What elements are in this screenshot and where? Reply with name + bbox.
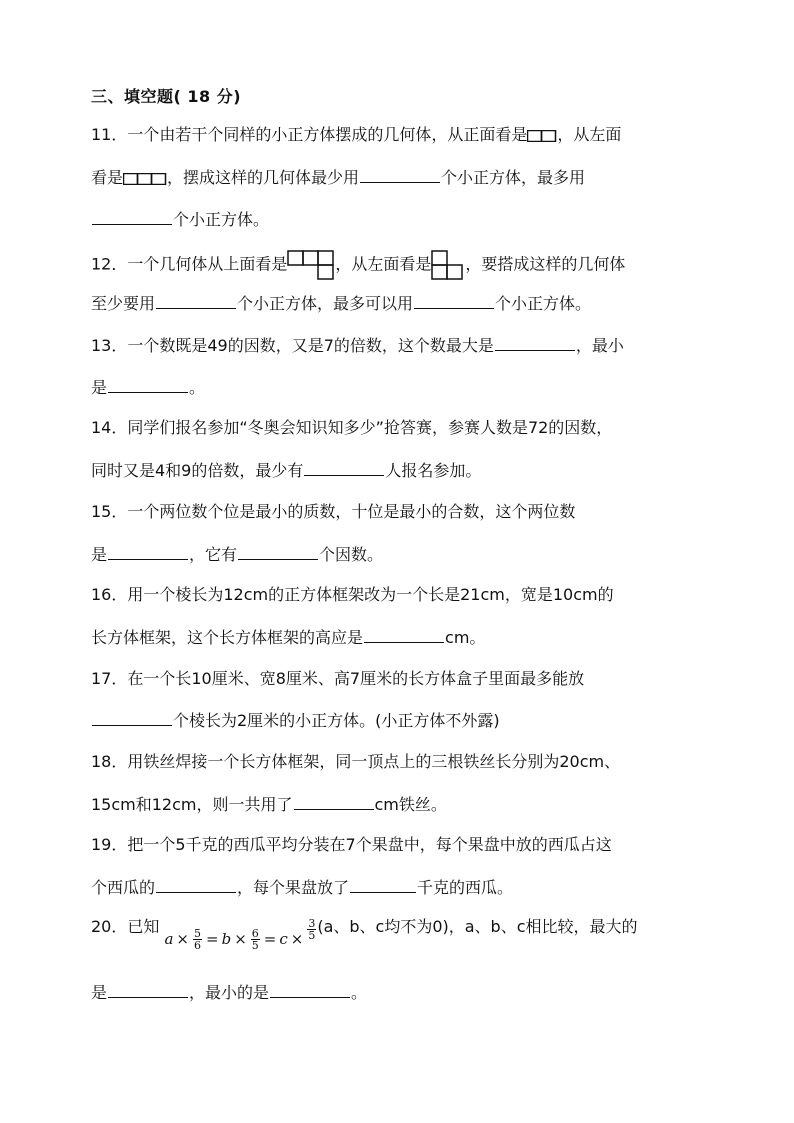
answer-blank[interactable] [294, 793, 374, 810]
q16-text: cm。 [445, 628, 486, 647]
answer-blank[interactable] [108, 981, 188, 998]
q12-line-1 [91, 250, 625, 280]
denominator: 6 [194, 939, 201, 952]
q19-text: 个西瓜的 [91, 878, 156, 897]
q19-text: 千克的西瓜。 [417, 878, 514, 897]
q11-line-1 [91, 124, 621, 146]
q12-text: 个小正方体。 [495, 294, 592, 313]
q11-text: 个小正方体。 [173, 210, 270, 229]
q16-line-2 [91, 626, 485, 649]
q11-line-2 [91, 166, 585, 189]
q13-line-2 [91, 376, 205, 399]
var-a: a [164, 930, 174, 948]
q20-text: ，最小的是 [189, 983, 270, 1002]
q20-text: 是 [91, 983, 108, 1002]
q13-text: 。 [189, 378, 206, 397]
answer-blank[interactable] [238, 543, 318, 560]
q13-line-1 [91, 334, 624, 357]
q15-text: 是 [91, 545, 108, 564]
q16-line-1 [91, 584, 614, 606]
q11-text: 11．一个由若干个同样的小正方体摆成的几何体，从正面看是 [91, 125, 528, 144]
q13-text: 13．一个数既是49的因数，又是7的倍数，这个数最大是 [91, 336, 494, 355]
q19-text: 19．把一个5千克的西瓜平均分装在7个果盘中，每个果盘中放的西瓜占这 [91, 835, 612, 854]
fraction-3-5 [307, 918, 316, 941]
q18-text: 18．用铁丝焊接一个长方体框架，同一顶点上的三根铁丝长分别为20cm、 [91, 752, 621, 771]
q16-text: 16．用一个棱长为12cm的正方体框架改为一个长是21cm，宽是10cm的 [91, 585, 614, 604]
answer-blank[interactable] [108, 376, 188, 393]
q15-line-2 [91, 543, 383, 566]
q20-text: 20．已知 [91, 917, 160, 936]
q15-line-1 [91, 501, 575, 523]
q12-text: 个小正方体，最多可以用 [237, 294, 414, 313]
answer-blank[interactable] [360, 166, 440, 183]
q20-line-1 [91, 916, 638, 952]
numerator: 5 [194, 927, 201, 940]
q12-line-2 [91, 292, 591, 315]
answer-blank[interactable] [270, 981, 350, 998]
q15-text: 个因数。 [319, 545, 384, 564]
answer-blank[interactable] [156, 292, 236, 309]
fraction-5-6 [193, 928, 202, 951]
section-title: 三、填空题( 18 分) [91, 87, 242, 106]
q18-line-2 [91, 793, 447, 816]
times-sign: × [290, 930, 304, 948]
q17-text: 个棱长为2厘米的小正方体。(小正方体不外露) [173, 711, 500, 730]
times-sign: × [234, 930, 247, 948]
denominator: 5 [308, 929, 316, 942]
q19-line-2 [91, 876, 513, 899]
q11-text: ，从左面 [557, 125, 622, 144]
q14-text: 同时又是4和9的倍数，最少有 [91, 461, 304, 480]
answer-blank[interactable] [414, 292, 494, 309]
q18-text: cm铁丝。 [374, 795, 447, 814]
q20-text: (a、b、c均不为0)，a、b、c相比较，最大的 [317, 917, 638, 936]
fraction-6-5 [251, 928, 260, 951]
numerator: 6 [251, 927, 259, 940]
denominator: 5 [251, 939, 259, 952]
q12-text: ，要搭成这样的几何体 [465, 254, 626, 274]
q11-text: 看是 [91, 168, 124, 187]
answer-blank[interactable] [108, 543, 188, 560]
q18-line-1 [91, 751, 620, 773]
left-view-shape-icon [123, 173, 167, 185]
q17-line-1 [91, 668, 584, 690]
q15-text: ，它有 [189, 545, 238, 564]
q20-line-2 [91, 981, 367, 1004]
q16-text: 长方体框架，这个长方体框架的高应是 [91, 628, 364, 647]
q13-text: 是 [91, 378, 108, 397]
q14-text: 14．同学们报名参加“冬奥会知识知多少”抢答赛，参赛人数是72的因数， [91, 418, 613, 437]
q19-text: ，每个果盘放了 [237, 878, 350, 897]
q14-line-1 [91, 417, 612, 439]
q13-text: ，最小 [575, 336, 624, 355]
answer-blank[interactable] [156, 876, 236, 893]
q19-line-1 [91, 834, 612, 856]
answer-blank[interactable] [304, 459, 384, 476]
q12-text: ，从左面看是 [335, 254, 432, 274]
q20-text: 。 [351, 983, 368, 1002]
q12-text: 至少要用 [91, 294, 156, 313]
numerator: 3 [308, 917, 316, 930]
equals-sign: = [206, 930, 219, 948]
front-view-shape-icon [527, 130, 557, 142]
q15-text: 15．一个两位数个位是最小的质数，十位是最小的合数，这个两位数 [91, 502, 576, 521]
q11-text: 个小正方体，最多用 [441, 168, 586, 187]
answer-blank[interactable] [92, 208, 172, 225]
q11-line-3 [91, 208, 269, 231]
var-b: b [221, 930, 232, 948]
times-sign: × [176, 930, 189, 948]
q17-text: 17．在一个长10厘米、宽8厘米、高7厘米的长方体盒子里面最多能放 [91, 669, 585, 688]
top-view-shape-icon [287, 250, 335, 280]
equals-sign: = [263, 930, 277, 948]
q12-text: 12．一个几何体从上面看是 [91, 254, 288, 274]
var-c: c [279, 930, 288, 948]
answer-blank[interactable] [350, 876, 416, 893]
left-view-shape-icon [431, 250, 465, 280]
answer-blank[interactable] [364, 626, 444, 643]
answer-blank[interactable] [92, 709, 172, 726]
q11-text: ，摆成这样的几何体最少用 [167, 168, 360, 187]
q20-equation [164, 917, 317, 952]
q14-line-2 [91, 459, 481, 482]
q14-text: 人报名参加。 [385, 461, 482, 480]
q18-text: 15cm和12cm，则一共用了 [91, 795, 293, 814]
answer-blank[interactable] [495, 334, 575, 351]
q17-line-2 [91, 709, 500, 732]
